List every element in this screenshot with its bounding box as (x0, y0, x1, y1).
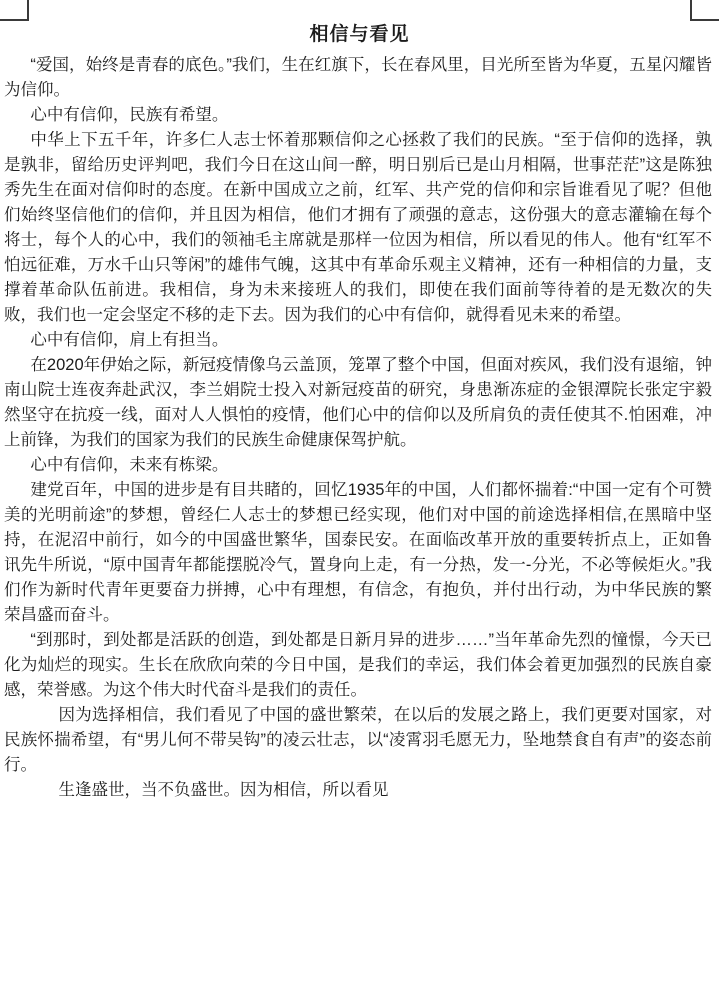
essay-paragraph: 生逢盛世，当不负盛世。因为相信，所以看见 (58, 781, 389, 799)
essay-paragraph: “爱国，始终是青春的底色。”我们，生在红旗下，长在春风里，目光所至皆为华夏，五星闪耀皆为信仰。 (4, 56, 712, 99)
essay-paragraph: 中华上下五千年，许多仁人志士怀着那颗信仰之心拯救了我们的民族。“至于信仰的选择，孰是孰非，留给历史评判吧，我们今日在这山间一醉，明日别后已是山月相隔，世事茫茫”这是陈独秀先生在面对信仰时的态度。在新中国成立之前，红军、共产党的信仰和宗旨谁看见了呢？但他们始终坚信他们的信仰，并且因为相信，他们才拥有了顽强的意志，这份强大的意志灌输在每个将士，每个人的心中，我们的领袖毛主席就是那样一位因为相信，所以看见的伟人。他有“红军不怕远征难，万水千山只等闲”的雄伟气魄，这其中有革命乐观主义精神，还有一种相信的力量，支撑着革命队伍前进。我相信，身为未来接班人的我们，即使在我们面前等待着的是无数次的失败，我们也一定会坚定不移的走下去。因为我们的心中有信仰，就得看见未来的希望。 (4, 131, 712, 324)
essay-paragraph: 心中有信仰，肩上有担当。 (30, 331, 229, 349)
essay-title: 相信与看见 (309, 24, 410, 45)
essay-paragraph: 因为选择相信，我们看见了中国的盛世繁荣，在以后的发展之路上，我们更要对国家，对民族怀揣希望，有“男儿何不带吴钩”的凌云壮志，以“凌霄羽毛愿无力，坠地禁食自有声”的姿态前行。 (4, 706, 712, 774)
essay-paragraph: 心中有信仰，民族有希望。 (30, 106, 229, 124)
crop-mark-top-right (690, 0, 719, 21)
essay-paragraph: 在2020年伊始之际，新冠疫情像乌云盖顶，笼罩了整个中国，但面对疾风，我们没有退缩，钟南山院士连夜奔赴武汉，李兰娟院士投入对新冠疫苗的研究，身患渐冻症的金银潭院长张定宇毅然坚守在抗疫一线，面对人人惧怕的疫情，他们心中的信仰以及所肩负的责任使其不.怕困难，冲上前锋，为我们的国家为我们的民族生命健康保驾护航。 (4, 356, 712, 449)
crop-mark-top-left (0, 0, 29, 21)
essay-paragraph: 建党百年，中国的进步是有目共睹的，回忆1935年的中国，人们都怀揣着:“中国一定有个可赞美的光明前途”的梦想，曾经仁人志士的梦想已经实现，他们对中国的前途选择相信,在黑暗中坚持，在泥沼中前行，如今的中国盛世繁华，国泰民安。在面临改革开放的重要转折点上，正如鲁讯先牛所说，“原中国青年都能摆脱冷气，置身向上走，有一分热，发一-分光，不必等候炬火。”我们作为新时代青年更要奋力拼搏，心中有理想，有信念，有抱负，并付出行动，为中华民族的繁荣昌盛而奋斗。 (4, 481, 712, 624)
essay-body (4, 53, 712, 803)
essay-paragraph: “到那时，到处都是活跃的创造，到处都是日新月异的进步……”当年革命先烈的憧憬，今天已化为灿烂的现实。生长在欣欣向荣的今日中国，是我们的幸运，我们体会着更加强烈的民族自豪感，荣誉感。为这个伟大时代奋斗是我们的责任。 (4, 631, 712, 699)
essay-paragraph: 心中有信仰，未来有栋梁。 (30, 456, 229, 474)
